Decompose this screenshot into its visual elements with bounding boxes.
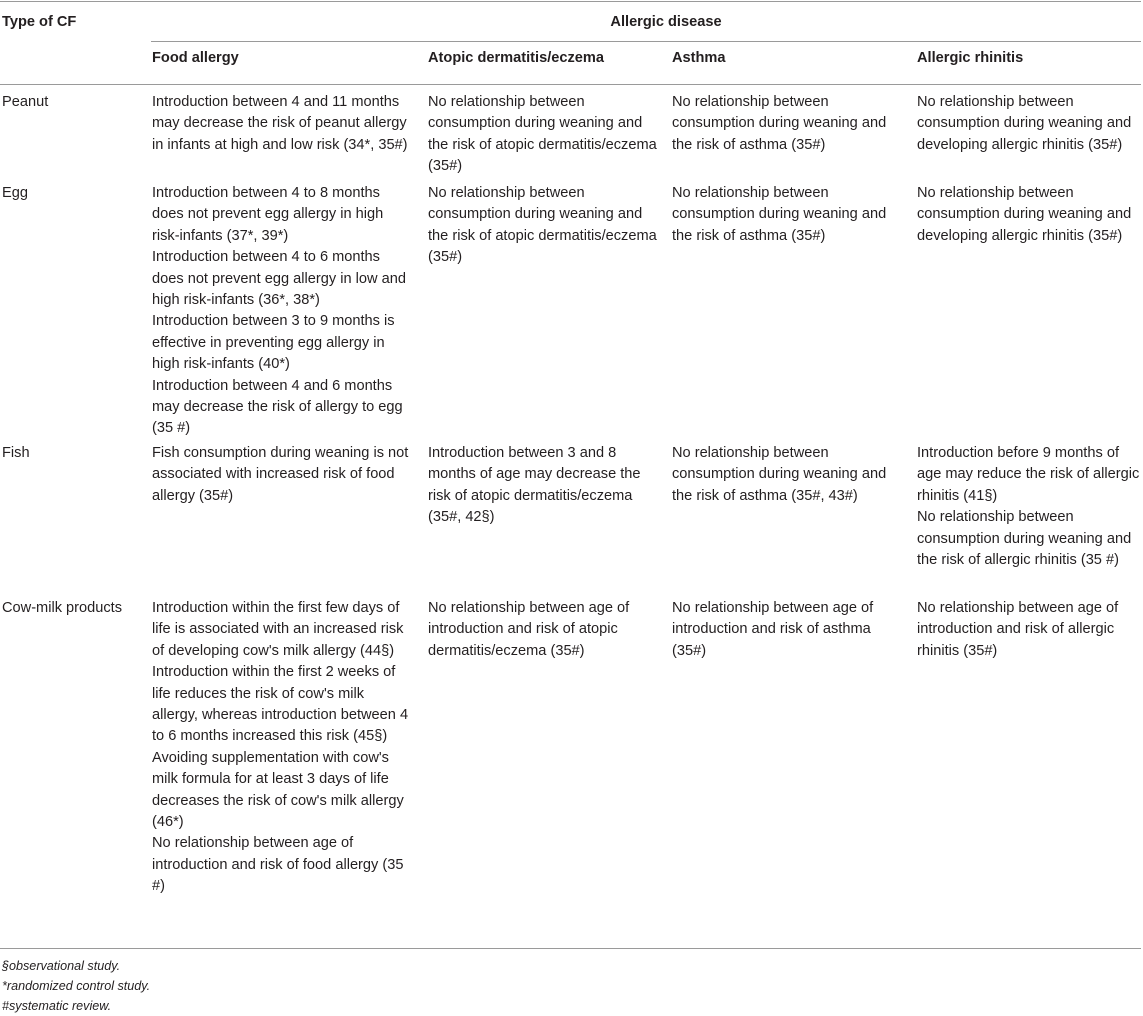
row-type-egg: Egg (2, 185, 28, 201)
cell-text: No relationship between consumption during weaning and developing allergic rhinitis (35#) (917, 94, 1132, 153)
table-bottom-rule (0, 948, 1141, 949)
cow-milk-atopic-cell (428, 598, 660, 662)
cell-text: No relationship between age of introduction and risk of asthma (35#) (672, 600, 874, 659)
group-header-rule (151, 41, 1141, 42)
cell-text: Introduction within the first 2 weeks of life reduces the risk of cow's milk allergy, whereas introduction between 4 to 6 months increased this risk (45§) (152, 664, 409, 745)
egg-food-allergy-cell (152, 183, 414, 440)
cell-text: Introduction between 3 and 8 months of age may decrease the risk of atopic dermatitis/eczema (35#, 42§) (428, 445, 641, 526)
footnote-randomized: *randomized control study. (2, 979, 151, 993)
col-header-food-allergy: Food allergy (152, 50, 239, 66)
peanut-rhinitis-cell (917, 92, 1141, 156)
cell-text: No relationship between consumption during weaning and the risk of asthma (35#) (672, 185, 887, 244)
header-bottom-rule (0, 84, 1141, 85)
egg-rhinitis-cell (917, 183, 1141, 247)
footnote-systematic: #systematic review. (2, 999, 112, 1013)
table-top-rule (0, 1, 1141, 2)
col-header-allergic-rhinitis: Allergic rhinitis (917, 50, 1024, 66)
row-type-cow-milk: Cow-milk products (2, 600, 123, 616)
egg-asthma-cell (672, 183, 908, 247)
cell-text: Introduction between 4 and 6 months may decrease the risk of allergy to egg (35 #) (152, 377, 403, 437)
col-header-asthma: Asthma (672, 50, 726, 66)
cell-text: Fish consumption during weaning is not associated with increased risk of food allergy (35#) (152, 445, 409, 504)
cell-text: No relationship between consumption during weaning and the risk of atopic dermatitis/eczema (35#) (428, 185, 657, 266)
cell-text: No relationship between age of introduction and risk of food allergy (35 #) (152, 835, 404, 895)
cell-text: Introduction before 9 months of age may reduce the risk of allergic rhinitis (41§) (917, 445, 1140, 504)
cell-text: Avoiding supplementation with cow's milk formula for at least 3 days of life decreases the risk of cow's milk allergy (46*) (152, 749, 404, 831)
footnote-observational: §observational study. (2, 959, 121, 973)
fish-rhinitis-cell (917, 443, 1141, 571)
cell-text: No relationship between age of introduction and risk of atopic dermatitis/eczema (35#) (428, 600, 630, 659)
peanut-asthma-cell (672, 92, 908, 156)
peanut-atopic-cell (428, 92, 660, 178)
cell-text: Introduction between 4 and 11 months may decrease the risk of peanut allergy in infants at high and low risk (34*, 35#) (152, 94, 408, 153)
cow-milk-asthma-cell (672, 598, 908, 662)
cell-text: No relationship between consumption during weaning and the risk of asthma (35#) (672, 94, 887, 153)
egg-atopic-cell (428, 183, 660, 269)
cell-text: No relationship between consumption during weaning and the risk of allergic rhinitis (35 #) (917, 509, 1132, 569)
fish-atopic-cell (428, 443, 660, 529)
type-of-cf-header: Type of CF (2, 14, 77, 30)
col-header-atopic-dermatitis: Atopic dermatitis/eczema (428, 50, 604, 66)
cell-text: Introduction between 3 to 9 months is effective in preventing egg allergy in high risk-infants (40*) (152, 313, 395, 373)
fish-food-allergy-cell (152, 443, 414, 507)
peanut-food-allergy-cell (152, 92, 414, 156)
cell-text: Introduction within the first few days of life is associated with an increased risk of developing cow's milk allergy (44§) (152, 600, 404, 659)
cell-text: No relationship between consumption during weaning and the risk of asthma (35#, 43#) (672, 445, 887, 504)
cell-text: No relationship between consumption during weaning and the risk of atopic dermatitis/eczema (35#) (428, 94, 657, 175)
row-type-fish: Fish (2, 445, 30, 461)
fish-asthma-cell (672, 443, 908, 507)
allergic-disease-header: Allergic disease (610, 14, 722, 30)
cow-milk-rhinitis-cell (917, 598, 1141, 662)
cell-text: Introduction between 4 to 8 months does not prevent egg allergy in high risk-infants (37*, 39*) (152, 185, 384, 244)
cow-milk-food-allergy-cell (152, 598, 414, 898)
cell-text: No relationship between age of introduction and risk of allergic rhinitis (35#) (917, 600, 1119, 659)
cell-text: No relationship between consumption during weaning and developing allergic rhinitis (35#) (917, 185, 1132, 244)
row-type-peanut: Peanut (2, 94, 49, 110)
cell-text: Introduction between 4 to 6 months does not prevent egg allergy in low and high risk-infants (36*, 38*) (152, 249, 406, 309)
